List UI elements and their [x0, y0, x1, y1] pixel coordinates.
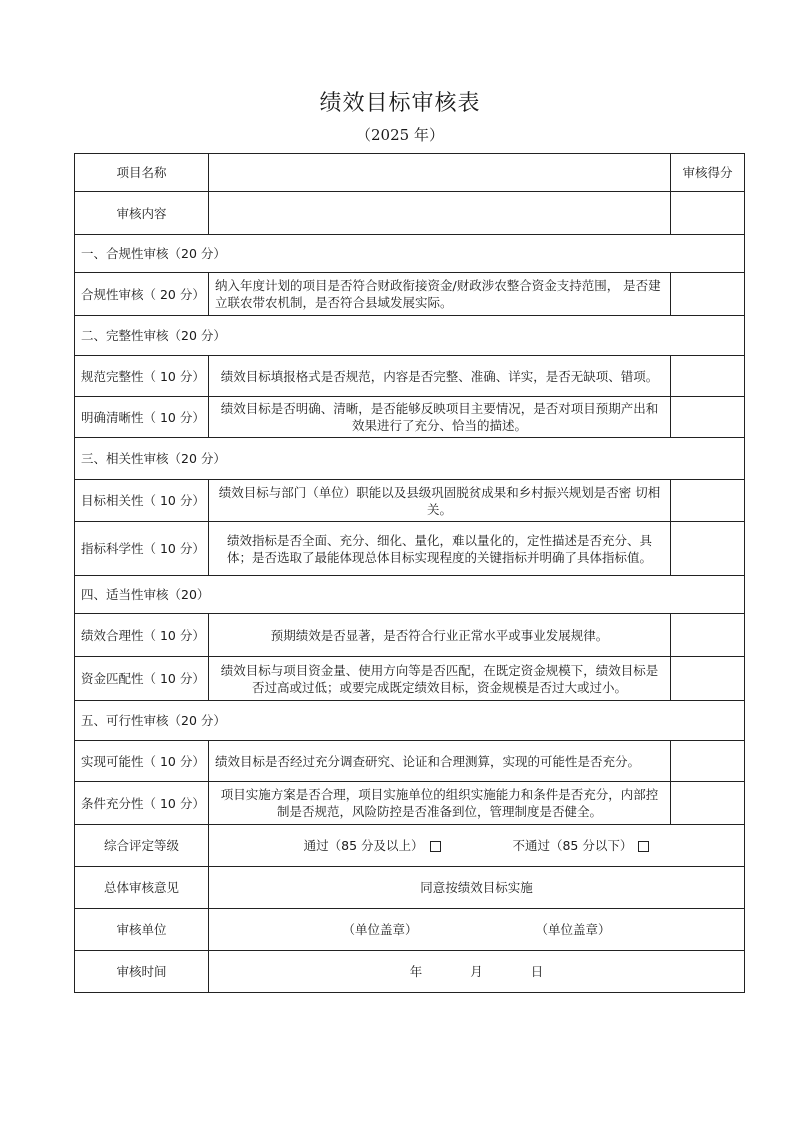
document-title: 绩效目标审核表	[319, 91, 481, 116]
project-name-value[interactable]	[209, 154, 671, 192]
item-criteria: 绩效目标与项目资金量、使用方向等是否匹配，在既定资金规模下，绩效目标是否过高或过低；或要完成既定绩效目标，资金规模是否过大或过小。	[209, 657, 671, 701]
time-label: 审核时间	[75, 951, 209, 993]
content-label: 审核内容	[75, 192, 209, 235]
content-score[interactable]	[671, 192, 745, 235]
time-year: 年	[409, 964, 423, 979]
item-name: 规范完整性（ 10 分）	[75, 356, 209, 397]
review-table	[74, 153, 745, 993]
rating-pass-label: 通过（85 分及以上）	[303, 838, 424, 853]
item-score[interactable]	[671, 614, 745, 657]
item-name: 资金匹配性（ 10 分）	[75, 657, 209, 701]
item-score[interactable]	[671, 480, 745, 522]
rating-pass-option[interactable]	[304, 838, 445, 853]
item-score[interactable]	[671, 397, 745, 438]
section-heading: 三、相关性审核（20 分）	[75, 438, 745, 480]
item-criteria: 纳入年度计划的项目是否符合财政衔接资金/财政涉农整合资金支持范围， 是否建立联农带农机制，是否符合县域发展实际。	[209, 273, 671, 316]
content-value[interactable]	[209, 192, 671, 235]
checkbox-icon[interactable]	[430, 841, 441, 852]
item-name: 条件充分性（ 10 分）	[75, 782, 209, 825]
item-name: 指标科学性（ 10 分）	[75, 522, 209, 576]
document-year: （2025 年）	[356, 126, 444, 144]
unit-label: 审核单位	[75, 909, 209, 951]
item-criteria: 绩效目标是否明确、清晰，是否能够反映项目主要情况，是否对项目预期产出和效果进行了充分、恰当的描述。	[209, 397, 671, 438]
section-heading: 四、适当性审核（20）	[75, 576, 745, 614]
item-score[interactable]	[671, 356, 745, 397]
unit-stamps	[209, 909, 745, 951]
section-heading: 二、完整性审核（20 分）	[75, 316, 745, 356]
item-score[interactable]	[671, 657, 745, 701]
section-heading: 一、合规性审核（20 分）	[75, 235, 745, 273]
score-header: 审核得分	[671, 154, 745, 192]
item-name: 目标相关性（ 10 分）	[75, 480, 209, 522]
time-value	[209, 951, 745, 993]
rating-options	[209, 825, 745, 867]
item-score[interactable]	[671, 273, 745, 316]
item-name: 实现可能性（ 10 分）	[75, 741, 209, 782]
section-heading: 五、可行性审核（20 分）	[75, 701, 745, 741]
item-criteria: 绩效指标是否全面、充分、细化、量化，难以量化的，定性描述是否充分、具体；是否选取了最能体现总体目标实现程度的关键指标并明确了具体指标值。	[209, 522, 671, 576]
item-score[interactable]	[671, 522, 745, 576]
item-criteria: 预期绩效是否显著，是否符合行业正常水平或事业发展规律。	[209, 614, 671, 657]
time-month: 月	[470, 964, 483, 979]
checkbox-icon[interactable]	[638, 841, 649, 852]
item-name: 合规性审核（ 20 分）	[75, 273, 209, 316]
item-score[interactable]	[671, 741, 745, 782]
item-criteria: 绩效目标填报格式是否规范，内容是否完整、准确、详实，是否无缺项、错项。	[209, 356, 671, 397]
item-criteria: 项目实施方案是否合理，项目实施单位的组织实施能力和条件是否充分，内部控制是否规范，风险防控是否准备到位，管理制度是否健全。	[209, 782, 671, 825]
project-name-label: 项目名称	[75, 154, 209, 192]
rating-fail-option[interactable]	[512, 838, 649, 853]
item-name: 绩效合理性（ 10 分）	[75, 614, 209, 657]
item-criteria: 绩效目标与部门（单位）职能以及县级巩固脱贫成果和乡村振兴规划是否密 切相关。	[209, 480, 671, 522]
item-name: 明确清晰性（ 10 分）	[75, 397, 209, 438]
rating-label: 综合评定等级	[75, 825, 209, 867]
time-day: 日	[530, 964, 544, 979]
item-score[interactable]	[671, 782, 745, 825]
opinion-label: 总体审核意见	[75, 867, 209, 909]
unit-stamp-2: （单位盖章）	[535, 922, 611, 937]
opinion-value: 同意按绩效目标实施	[209, 867, 745, 909]
rating-fail-label: 不通过（85 分以下）	[512, 838, 633, 853]
item-criteria: 绩效目标是否经过充分调查研究、论证和合理测算，实现的可能性是否充分。	[209, 741, 671, 782]
unit-stamp-1: （单位盖章）	[342, 922, 418, 937]
